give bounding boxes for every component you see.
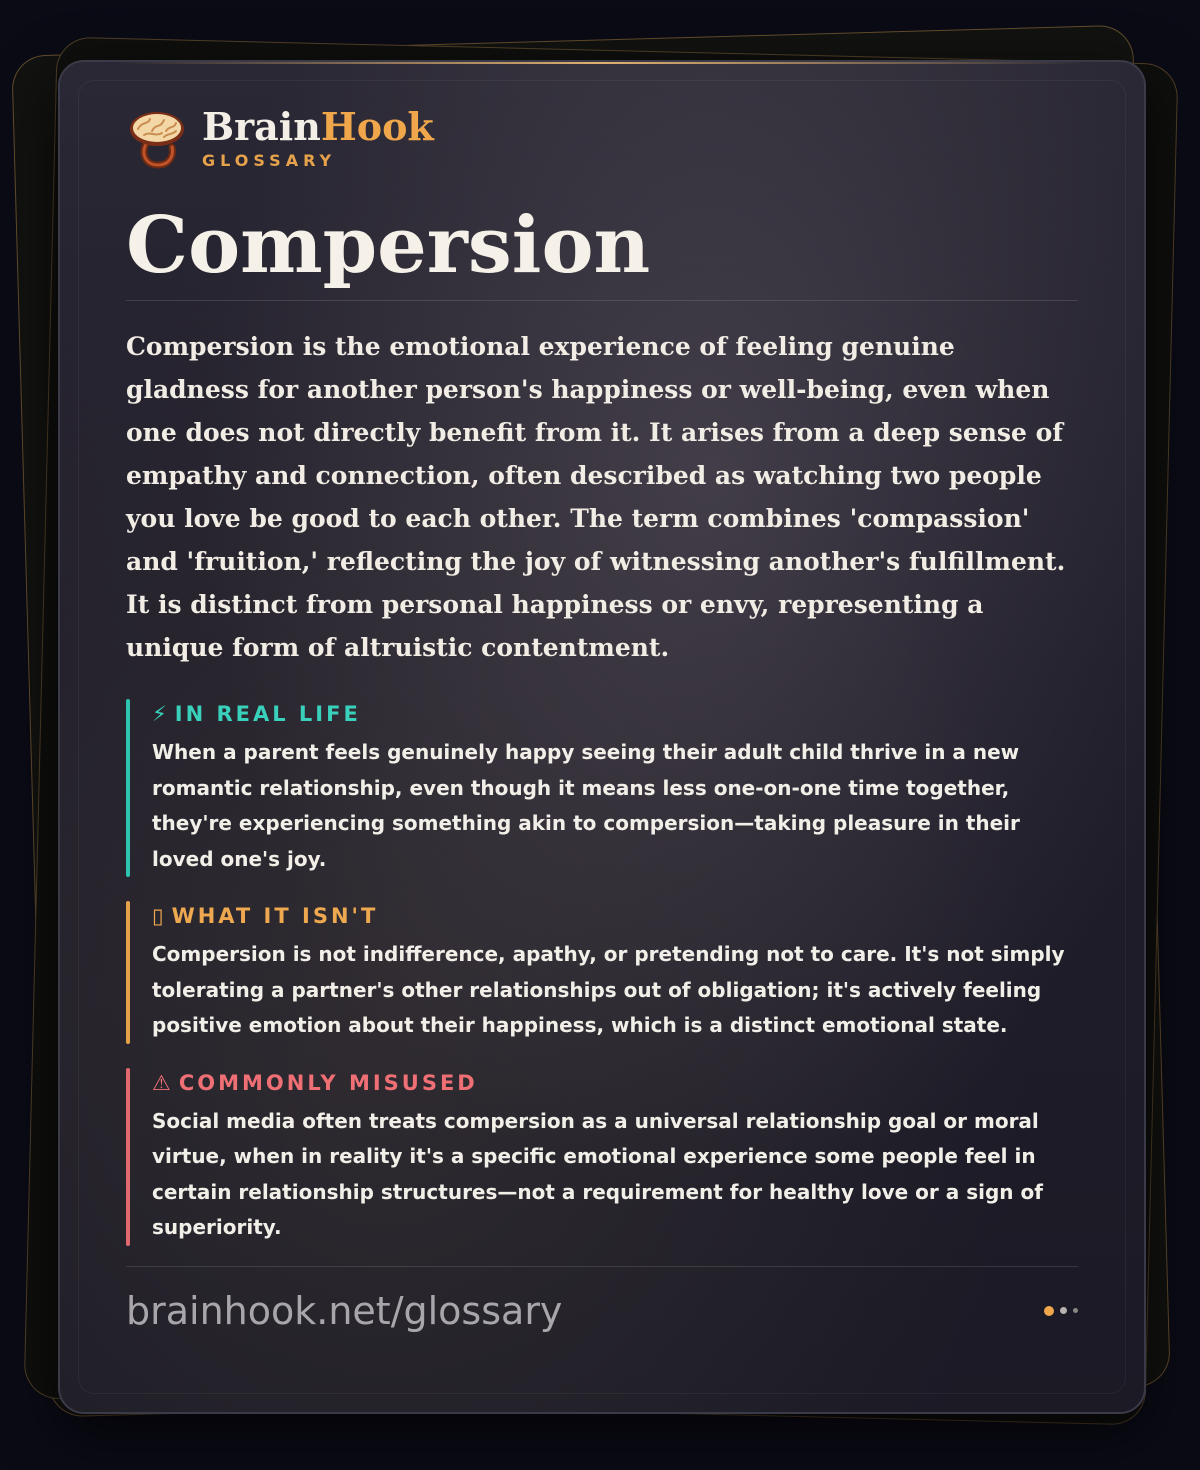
section-title: COMMONLY MISUSED (178, 1070, 478, 1095)
page-dot-active (1044, 1306, 1054, 1316)
footer-url[interactable]: brainhook.net/glossary (126, 1288, 563, 1333)
section-heading (152, 1068, 1078, 1098)
brand-subtitle: GLOSSARY (202, 150, 337, 170)
page-dot (1060, 1307, 1067, 1314)
section-body: Social media often treats compersion as a universal relationship goal or moral virtue, when in reality it's a specific emotional experience some people feel in certain relationship structures—not a requirement for healthy love or a sign of superiority. (152, 1108, 1043, 1239)
brand-name-brain: Brain (202, 103, 321, 149)
missing-glyph-icon: ▯ (152, 904, 164, 928)
section-what-it-isnt (126, 901, 1078, 1044)
section-commonly-misused (126, 1068, 1078, 1246)
section-body: When a parent feels genuinely happy seeing their adult child thrive in a new romantic relationship, even though it means less one-on-one time together, they're experiencing something akin to compersion—taking pleasure in their loved one's joy. (152, 740, 1020, 871)
section-title: WHAT IT ISN'T (171, 904, 379, 928)
section-accent-bar (126, 699, 130, 877)
page-dot (1073, 1308, 1078, 1313)
term-title: Compersion (126, 200, 651, 291)
brand-name (202, 103, 434, 149)
definition-text: Compersion is the emotional experience of feeling genuine gladness for another person's happiness or well-being, even when one does not directly benefit from it. It arises from a deep sense of empathy and connection, often described as watching two people you love be good to each other. The term combines 'compassion' and 'fruition,' reflecting the joy of witnessing another's fulfillment. It is distinct from personal happiness or envy, representing a unique form of altruistic contentment. (126, 332, 1066, 662)
brand-header (126, 102, 1078, 174)
brand-name-hook: Hook (320, 103, 434, 149)
section-in-real-life (126, 699, 1078, 877)
lightning-icon: ⚡ (152, 702, 167, 726)
section-body: Compersion is not indifference, apathy, or pretending not to care. It's not simply tolerating a partner's other relationships out of obligation; it's actively feeling positive emotion about their happiness, which is a distinct emotional state. (152, 942, 1065, 1037)
page-dots-indicator (1044, 1306, 1078, 1316)
section-accent-bar (126, 901, 130, 1044)
warning-icon: ⚠ (152, 1070, 171, 1095)
section-heading (152, 901, 1078, 931)
brain-hook-icon (126, 107, 188, 169)
section-heading (152, 699, 1078, 729)
card-footer (126, 1267, 1078, 1355)
card-content (126, 102, 1078, 1355)
brand-text (202, 103, 434, 170)
section-title: IN REAL LIFE (174, 702, 361, 726)
glossary-card (58, 60, 1146, 1414)
section-accent-bar (126, 1068, 130, 1246)
title-divider (126, 300, 1078, 301)
